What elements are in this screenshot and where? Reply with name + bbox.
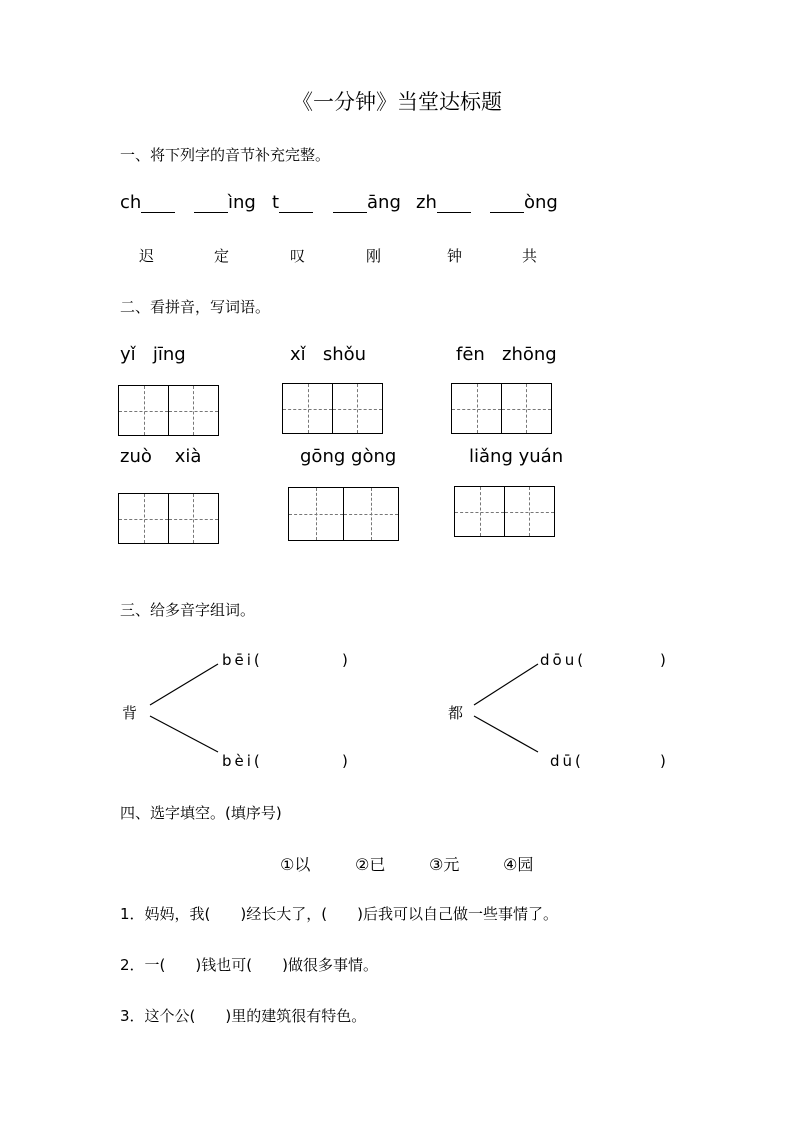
section-3-heading: 三、给多音字组词。 xyxy=(120,601,256,619)
close-paren: ) xyxy=(342,752,351,770)
option-item: ②已 xyxy=(355,855,386,874)
hanzi: 迟 xyxy=(139,247,155,265)
fill-blank[interactable] xyxy=(333,194,367,213)
tianzige-cell xyxy=(168,385,219,436)
page-title: 《一分钟》当堂达标题 xyxy=(292,90,502,114)
tianzige-cell xyxy=(332,383,383,434)
section-2-heading: 二、看拼音，写词语。 xyxy=(120,298,271,316)
syllable-item xyxy=(120,192,175,213)
tianzige-cell xyxy=(288,487,344,541)
tianzige-grid[interactable] xyxy=(288,487,397,541)
polyphone-reading-top: bēi( xyxy=(222,651,263,669)
polyphone-reading-top: dōu( xyxy=(540,651,587,669)
branch-line-up xyxy=(150,664,218,705)
option-item: ①以 xyxy=(280,855,311,874)
branch-line-down xyxy=(150,716,218,752)
fill-blank[interactable] xyxy=(194,194,228,213)
pinyin-word: zuò xià xyxy=(120,446,202,467)
hanzi: 刚 xyxy=(366,247,382,265)
branch-line-up xyxy=(474,664,538,705)
syllable-item xyxy=(272,192,313,213)
fill-blank[interactable] xyxy=(141,194,175,213)
polyphone-char: 都 xyxy=(448,704,464,722)
polyphone-char: 背 xyxy=(122,704,138,722)
question-item: 1．妈妈，我( )经长大了，( )后我可以自己做一些事情了。 xyxy=(120,905,558,923)
fill-blank[interactable] xyxy=(490,194,524,213)
section-4-heading: 四、选字填空。(填序号) xyxy=(120,804,282,822)
tianzige-grid[interactable] xyxy=(118,493,217,544)
syllable-item xyxy=(194,192,256,213)
pinyin-word: liǎng yuán xyxy=(469,446,564,467)
section-1-heading: 一、将下列字的音节补充完整。 xyxy=(120,146,331,164)
hanzi: 定 xyxy=(214,247,230,265)
fill-blank[interactable] xyxy=(437,194,471,213)
tianzige-cell xyxy=(118,493,169,544)
tianzige-cell xyxy=(454,486,505,537)
pinyin-word: yǐ jīng xyxy=(120,344,186,365)
option-item: ③元 xyxy=(429,855,460,874)
tianzige-cell xyxy=(168,493,219,544)
pinyin-word: gōng gòng xyxy=(300,446,397,467)
polyphone-reading-bottom: bèi( xyxy=(222,752,263,770)
syllable-item xyxy=(416,192,471,213)
hanzi: 叹 xyxy=(290,247,306,265)
question-item: 3．这个公( )里的建筑很有特色。 xyxy=(120,1007,367,1025)
tianzige-cell xyxy=(118,385,169,436)
tianzige-cell xyxy=(282,383,333,434)
syllable-initial: zh xyxy=(416,192,437,213)
fill-blank[interactable] xyxy=(279,194,313,213)
question-item: 2．一( )钱也可( )做很多事情。 xyxy=(120,956,378,974)
syllable-initial: ch xyxy=(120,192,142,213)
tianzige-cell xyxy=(501,383,552,434)
polyphone-reading-bottom: dū( xyxy=(550,752,584,770)
syllable-item xyxy=(490,192,558,213)
hanzi: 钟 xyxy=(447,247,463,265)
syllable-final: āng xyxy=(367,192,401,213)
close-paren: ) xyxy=(660,752,669,770)
tianzige-grid[interactable] xyxy=(451,383,550,434)
syllable-item xyxy=(333,192,401,213)
hanzi: 共 xyxy=(522,247,538,265)
syllable-final: òng xyxy=(524,192,558,213)
branch-line-down xyxy=(474,716,538,752)
option-item: ④园 xyxy=(503,855,534,874)
close-paren: ) xyxy=(660,651,669,669)
pinyin-word: xǐ shǒu xyxy=(290,344,367,365)
tianzige-cell xyxy=(504,486,555,537)
tianzige-cell xyxy=(451,383,502,434)
tianzige-cell xyxy=(343,487,399,541)
syllable-initial: t xyxy=(272,192,280,213)
tianzige-grid[interactable] xyxy=(118,385,217,436)
close-paren: ) xyxy=(342,651,351,669)
tianzige-grid[interactable] xyxy=(282,383,381,434)
tianzige-grid[interactable] xyxy=(454,486,553,537)
syllable-final: ìng xyxy=(228,192,256,213)
pinyin-word: fēn zhōng xyxy=(456,344,557,365)
